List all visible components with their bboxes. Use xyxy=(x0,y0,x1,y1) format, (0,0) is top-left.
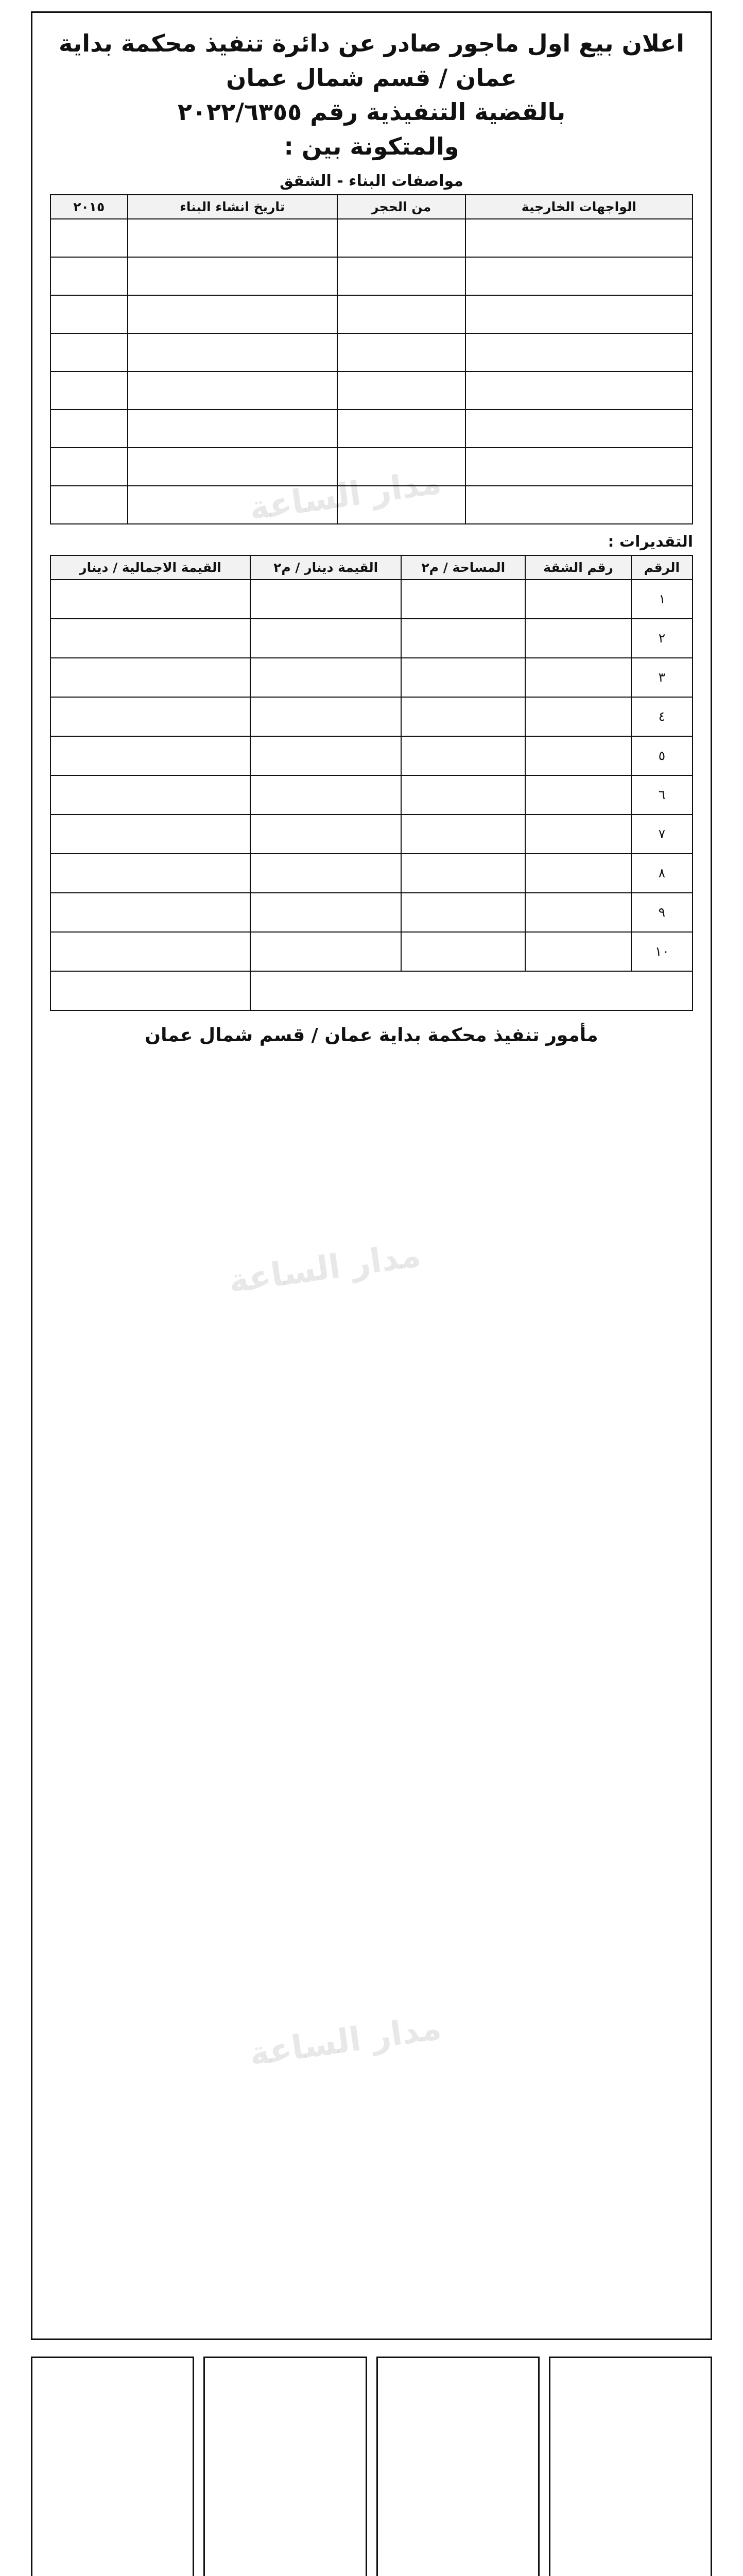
specs-table xyxy=(50,194,693,524)
watermark: مدار الساعة xyxy=(247,2009,444,2074)
specs-cell xyxy=(50,257,128,295)
specs-header-row xyxy=(50,195,693,219)
valuation-header-cell: المساحة / م٢ xyxy=(401,555,525,580)
specs-header-cell: ٢٠١٥ xyxy=(50,195,128,219)
specs-cell xyxy=(50,448,128,486)
valuation-cell xyxy=(401,815,525,854)
specs-cell xyxy=(50,333,128,371)
headline-line-2: بالقضية التنفيذية رقم ٢٠٢٢/٦٣٥٥ xyxy=(177,98,566,126)
valuation-cell xyxy=(50,658,250,697)
valuation-row xyxy=(50,580,693,619)
specs-body xyxy=(50,219,693,524)
headline-line-1: اعلان بيع اول ماجور صادر عن دائرة تنفيذ محكمة بداية عمان / قسم شمال عمان xyxy=(59,29,684,92)
valuation-cell: ٩ xyxy=(631,893,693,932)
valuation-header-cell: القيمة دينار / م٢ xyxy=(250,555,401,580)
valuation-row xyxy=(50,893,693,932)
valuation-cell xyxy=(50,854,250,893)
valuation-cell: ٧ xyxy=(631,815,693,854)
watermark: مدار الساعة xyxy=(247,463,444,528)
specs-cell xyxy=(337,448,465,486)
specs-cell xyxy=(465,486,693,524)
watermark: مدار الساعة xyxy=(226,1236,423,1301)
valuation-cell xyxy=(50,619,250,658)
valuation-header-row xyxy=(50,555,693,580)
valuation-cell: ١ xyxy=(631,580,693,619)
valuation-cell xyxy=(401,893,525,932)
specs-cell xyxy=(50,486,128,524)
valuation-cell xyxy=(50,815,250,854)
valuation-cell xyxy=(250,697,401,736)
valuation-cell: ١٠ xyxy=(631,932,693,971)
specs-cell xyxy=(50,371,128,410)
valuation-cell xyxy=(401,619,525,658)
valuation-cell: ٥ xyxy=(631,736,693,775)
bottom-notice xyxy=(549,2357,712,2576)
valuation-cell xyxy=(401,775,525,815)
valuation-cell xyxy=(250,775,401,815)
valuation-cell: ٣ xyxy=(631,658,693,697)
valuation-cell xyxy=(525,658,631,697)
valuation-row xyxy=(50,854,693,893)
valuation-cell xyxy=(50,775,250,815)
notice-headline xyxy=(50,26,693,164)
specs-cell xyxy=(337,257,465,295)
valuation-cell xyxy=(401,580,525,619)
specs-cell xyxy=(465,219,693,257)
specs-cell xyxy=(128,295,337,333)
valuation-row xyxy=(50,619,693,658)
headline-line-3: والمتكونة بين : xyxy=(284,132,459,161)
valuation-cell xyxy=(250,893,401,932)
specs-cell xyxy=(465,333,693,371)
valuation-cell xyxy=(50,932,250,971)
specs-cell xyxy=(128,333,337,371)
valuation-header-cell: القيمة الاجمالية / دينار xyxy=(50,555,250,580)
specs-cell xyxy=(50,410,128,448)
valuation-cell xyxy=(250,580,401,619)
valuation-row xyxy=(50,932,693,971)
specs-cell xyxy=(50,219,128,257)
specs-header-cell: من الحجر xyxy=(337,195,465,219)
specs-cell xyxy=(465,371,693,410)
valuation-row xyxy=(50,736,693,775)
valuation-cell: ٢ xyxy=(631,619,693,658)
valuation-cell xyxy=(250,854,401,893)
bottom-notice xyxy=(31,2357,194,2576)
specs-cell xyxy=(465,257,693,295)
valuation-row xyxy=(50,775,693,815)
valuation-total-row xyxy=(50,971,693,1010)
valuation-cell xyxy=(50,893,250,932)
specs-cell xyxy=(128,486,337,524)
valuation-cell xyxy=(525,854,631,893)
specs-title: مواصفات البناء - الشقق xyxy=(280,172,463,190)
valuation-row xyxy=(50,815,693,854)
specs-row xyxy=(50,257,693,295)
valuation-row xyxy=(50,697,693,736)
specs-cell xyxy=(128,371,337,410)
valuation-cell: ٤ xyxy=(631,697,693,736)
valuation-cell xyxy=(525,932,631,971)
valuation-cell xyxy=(401,697,525,736)
specs-cell xyxy=(465,410,693,448)
specs-row xyxy=(50,333,693,371)
specs-cell xyxy=(337,410,465,448)
specs-cell xyxy=(465,295,693,333)
bottom-notices xyxy=(31,2357,712,2576)
valuation-cell xyxy=(401,854,525,893)
valuation-cell: ٦ xyxy=(631,775,693,815)
valuation-cell xyxy=(525,697,631,736)
valuation-cell xyxy=(525,619,631,658)
specs-row xyxy=(50,371,693,410)
valuation-cell xyxy=(525,580,631,619)
valuation-cell xyxy=(401,736,525,775)
valuation-header-cell: الرقم xyxy=(631,555,693,580)
specs-cell xyxy=(50,295,128,333)
valuation-cell xyxy=(250,932,401,971)
valuation-cell xyxy=(525,775,631,815)
valuation-cell xyxy=(250,736,401,775)
sale-notice xyxy=(31,11,712,2340)
valuation-cell xyxy=(50,736,250,775)
valuation-cell xyxy=(50,697,250,736)
specs-cell xyxy=(337,295,465,333)
valuation-cell: ٨ xyxy=(631,854,693,893)
valuation-cell xyxy=(525,815,631,854)
specs-row xyxy=(50,448,693,486)
specs-header-cell: تاريخ انشاء البناء xyxy=(128,195,337,219)
valuation-cell xyxy=(525,893,631,932)
valuation-body xyxy=(50,580,693,971)
specs-cell xyxy=(128,219,337,257)
specs-cell xyxy=(337,219,465,257)
valuation-total-label xyxy=(250,971,693,1010)
specs-row xyxy=(50,486,693,524)
valuation-cell xyxy=(525,736,631,775)
valuation-cell xyxy=(401,932,525,971)
bottom-notice xyxy=(376,2357,540,2576)
valuation-cell xyxy=(250,619,401,658)
specs-row xyxy=(50,410,693,448)
valuation-cell xyxy=(401,658,525,697)
valuation-header-cell: رقم الشقة xyxy=(525,555,631,580)
specs-cell xyxy=(465,448,693,486)
valuation-total-value xyxy=(50,971,250,1010)
valuation-cell xyxy=(250,815,401,854)
notice-signature: مأمور تنفيذ محكمة بداية عمان / قسم شمال عمان xyxy=(145,1024,598,1046)
specs-cell xyxy=(128,257,337,295)
specs-cell xyxy=(337,333,465,371)
valuation-title: التقديرات : xyxy=(608,532,693,551)
specs-row xyxy=(50,295,693,333)
specs-cell xyxy=(337,371,465,410)
specs-header-cell: الواجهات الخارجية xyxy=(465,195,693,219)
specs-cell xyxy=(337,486,465,524)
specs-row xyxy=(50,219,693,257)
bottom-notice xyxy=(203,2357,367,2576)
valuation-row xyxy=(50,658,693,697)
valuation-table xyxy=(50,555,693,1011)
valuation-cell xyxy=(50,580,250,619)
specs-cell xyxy=(128,410,337,448)
valuation-cell xyxy=(250,658,401,697)
specs-cell xyxy=(128,448,337,486)
